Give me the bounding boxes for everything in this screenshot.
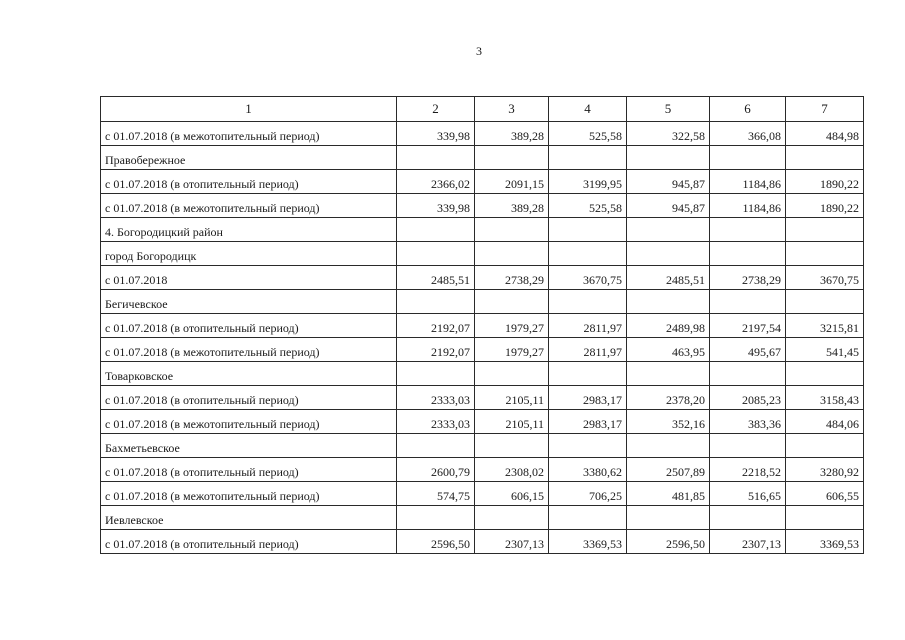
table-cell: 495,67 xyxy=(710,338,786,362)
table-cell: 706,25 xyxy=(549,482,627,506)
table-cell: 2085,23 xyxy=(710,386,786,410)
table-cell xyxy=(549,242,627,266)
table-cell: 2738,29 xyxy=(475,266,549,290)
table-cell xyxy=(475,218,549,242)
tariff-table xyxy=(100,96,864,554)
table-cell: 3199,95 xyxy=(549,170,627,194)
table-cell: 3670,75 xyxy=(549,266,627,290)
table-cell: 574,75 xyxy=(397,482,475,506)
table-cell: 3369,53 xyxy=(786,530,864,554)
row-label: Правобережное xyxy=(101,146,397,170)
row-label: с 01.07.2018 xyxy=(101,266,397,290)
table-cell xyxy=(549,506,627,530)
table-row xyxy=(101,482,864,506)
table-cell xyxy=(710,290,786,314)
table-cell xyxy=(397,218,475,242)
table-cell: 945,87 xyxy=(627,170,710,194)
column-header: 7 xyxy=(786,97,864,122)
table-cell: 525,58 xyxy=(549,194,627,218)
table-cell xyxy=(710,146,786,170)
table-cell xyxy=(475,434,549,458)
table-cell: 2091,15 xyxy=(475,170,549,194)
table-cell: 2485,51 xyxy=(627,266,710,290)
table-cell: 2983,17 xyxy=(549,386,627,410)
table-cell: 3215,81 xyxy=(786,314,864,338)
table-cell xyxy=(786,506,864,530)
table-row xyxy=(101,530,864,554)
table-row xyxy=(101,410,864,434)
table-row xyxy=(101,122,864,146)
table-cell: 516,65 xyxy=(710,482,786,506)
table-cell: 1184,86 xyxy=(710,194,786,218)
table-cell: 366,08 xyxy=(710,122,786,146)
table-cell: 2507,89 xyxy=(627,458,710,482)
table-header-row xyxy=(101,97,864,122)
table-cell xyxy=(397,146,475,170)
table-cell xyxy=(475,506,549,530)
table-cell: 2600,79 xyxy=(397,458,475,482)
row-label: с 01.07.2018 (в отопительный период) xyxy=(101,386,397,410)
row-label: Бегичевское xyxy=(101,290,397,314)
column-header: 4 xyxy=(549,97,627,122)
table-cell: 322,58 xyxy=(627,122,710,146)
table-cell: 1979,27 xyxy=(475,314,549,338)
row-label: с 01.07.2018 (в межотопительный период) xyxy=(101,338,397,362)
table-cell: 3380,62 xyxy=(549,458,627,482)
table-cell xyxy=(627,242,710,266)
table-cell: 2489,98 xyxy=(627,314,710,338)
table-cell xyxy=(627,290,710,314)
row-label: с 01.07.2018 (в отопительный период) xyxy=(101,458,397,482)
table-row xyxy=(101,362,864,386)
table-cell: 484,98 xyxy=(786,122,864,146)
table-row xyxy=(101,194,864,218)
table-cell: 2197,54 xyxy=(710,314,786,338)
table-row xyxy=(101,434,864,458)
table-cell: 525,58 xyxy=(549,122,627,146)
table-cell xyxy=(397,362,475,386)
table-cell: 2333,03 xyxy=(397,386,475,410)
table-cell xyxy=(397,434,475,458)
table-cell: 2811,97 xyxy=(549,338,627,362)
column-header: 1 xyxy=(101,97,397,122)
table-cell: 481,85 xyxy=(627,482,710,506)
table-cell: 389,28 xyxy=(475,122,549,146)
table-cell: 352,16 xyxy=(627,410,710,434)
table-cell: 2738,29 xyxy=(710,266,786,290)
table-cell xyxy=(786,218,864,242)
table-cell: 2983,17 xyxy=(549,410,627,434)
table-cell: 339,98 xyxy=(397,194,475,218)
table-cell xyxy=(627,506,710,530)
row-label: с 01.07.2018 (в межотопительный период) xyxy=(101,410,397,434)
table-cell: 945,87 xyxy=(627,194,710,218)
table-row xyxy=(101,314,864,338)
table-row xyxy=(101,290,864,314)
table-cell: 2308,02 xyxy=(475,458,549,482)
table-cell xyxy=(627,362,710,386)
table-row xyxy=(101,458,864,482)
table-row xyxy=(101,170,864,194)
column-header: 2 xyxy=(397,97,475,122)
table-cell xyxy=(786,290,864,314)
table-cell: 3158,43 xyxy=(786,386,864,410)
table-cell: 2811,97 xyxy=(549,314,627,338)
table-cell: 1184,86 xyxy=(710,170,786,194)
row-label: с 01.07.2018 (в отопительный период) xyxy=(101,170,397,194)
table-cell: 463,95 xyxy=(627,338,710,362)
table-cell xyxy=(627,218,710,242)
row-label: с 01.07.2018 (в межотопительный период) xyxy=(101,482,397,506)
table-row xyxy=(101,386,864,410)
table-row xyxy=(101,146,864,170)
column-header: 5 xyxy=(627,97,710,122)
table-cell: 339,98 xyxy=(397,122,475,146)
row-label: Бахметьевское xyxy=(101,434,397,458)
table-cell xyxy=(549,146,627,170)
table-cell: 2596,50 xyxy=(627,530,710,554)
table-cell: 484,06 xyxy=(786,410,864,434)
table-cell xyxy=(627,146,710,170)
table-cell: 541,45 xyxy=(786,338,864,362)
table-row xyxy=(101,242,864,266)
table-cell: 1890,22 xyxy=(786,170,864,194)
table-cell: 2218,52 xyxy=(710,458,786,482)
table-cell xyxy=(549,290,627,314)
column-header: 3 xyxy=(475,97,549,122)
table-body xyxy=(101,97,864,554)
row-label: с 01.07.2018 (в межотопительный период) xyxy=(101,122,397,146)
table-cell xyxy=(475,362,549,386)
table-cell: 1979,27 xyxy=(475,338,549,362)
row-label: город Богородицк xyxy=(101,242,397,266)
row-label: 4. Богородицкий район xyxy=(101,218,397,242)
row-label: Товарковское xyxy=(101,362,397,386)
table-cell xyxy=(475,146,549,170)
table-cell: 3670,75 xyxy=(786,266,864,290)
table-cell: 3369,53 xyxy=(549,530,627,554)
table-cell xyxy=(397,242,475,266)
table-cell: 2596,50 xyxy=(397,530,475,554)
table-cell: 2192,07 xyxy=(397,338,475,362)
table-cell xyxy=(549,218,627,242)
row-label: с 01.07.2018 (в отопительный период) xyxy=(101,314,397,338)
table-cell: 2105,11 xyxy=(475,410,549,434)
column-header: 6 xyxy=(710,97,786,122)
table-cell xyxy=(475,242,549,266)
table-cell: 1890,22 xyxy=(786,194,864,218)
table-cell: 2485,51 xyxy=(397,266,475,290)
table-cell xyxy=(786,362,864,386)
row-label: с 01.07.2018 (в отопительный период) xyxy=(101,530,397,554)
table-cell xyxy=(397,506,475,530)
table-cell xyxy=(710,218,786,242)
table-row xyxy=(101,218,864,242)
table-cell xyxy=(786,242,864,266)
table-cell xyxy=(786,434,864,458)
row-label: с 01.07.2018 (в межотопительный период) xyxy=(101,194,397,218)
table-cell: 383,36 xyxy=(710,410,786,434)
table-cell xyxy=(549,362,627,386)
table-cell: 2366,02 xyxy=(397,170,475,194)
page-number: 3 xyxy=(476,44,482,58)
table-row xyxy=(101,506,864,530)
table-cell: 389,28 xyxy=(475,194,549,218)
table-cell: 2378,20 xyxy=(627,386,710,410)
table-cell xyxy=(475,290,549,314)
table-cell: 2333,03 xyxy=(397,410,475,434)
table-cell xyxy=(710,362,786,386)
table-cell xyxy=(710,434,786,458)
table-cell xyxy=(627,434,710,458)
table-cell: 2105,11 xyxy=(475,386,549,410)
table-cell xyxy=(397,290,475,314)
table-cell: 606,15 xyxy=(475,482,549,506)
table-cell: 606,55 xyxy=(786,482,864,506)
table-cell xyxy=(710,242,786,266)
table-cell xyxy=(786,146,864,170)
table-row xyxy=(101,338,864,362)
table-row xyxy=(101,266,864,290)
table-cell: 2307,13 xyxy=(710,530,786,554)
table-cell: 2307,13 xyxy=(475,530,549,554)
table-cell: 2192,07 xyxy=(397,314,475,338)
table-cell xyxy=(549,434,627,458)
table-cell xyxy=(710,506,786,530)
row-label: Иевлевское xyxy=(101,506,397,530)
table-cell: 3280,92 xyxy=(786,458,864,482)
